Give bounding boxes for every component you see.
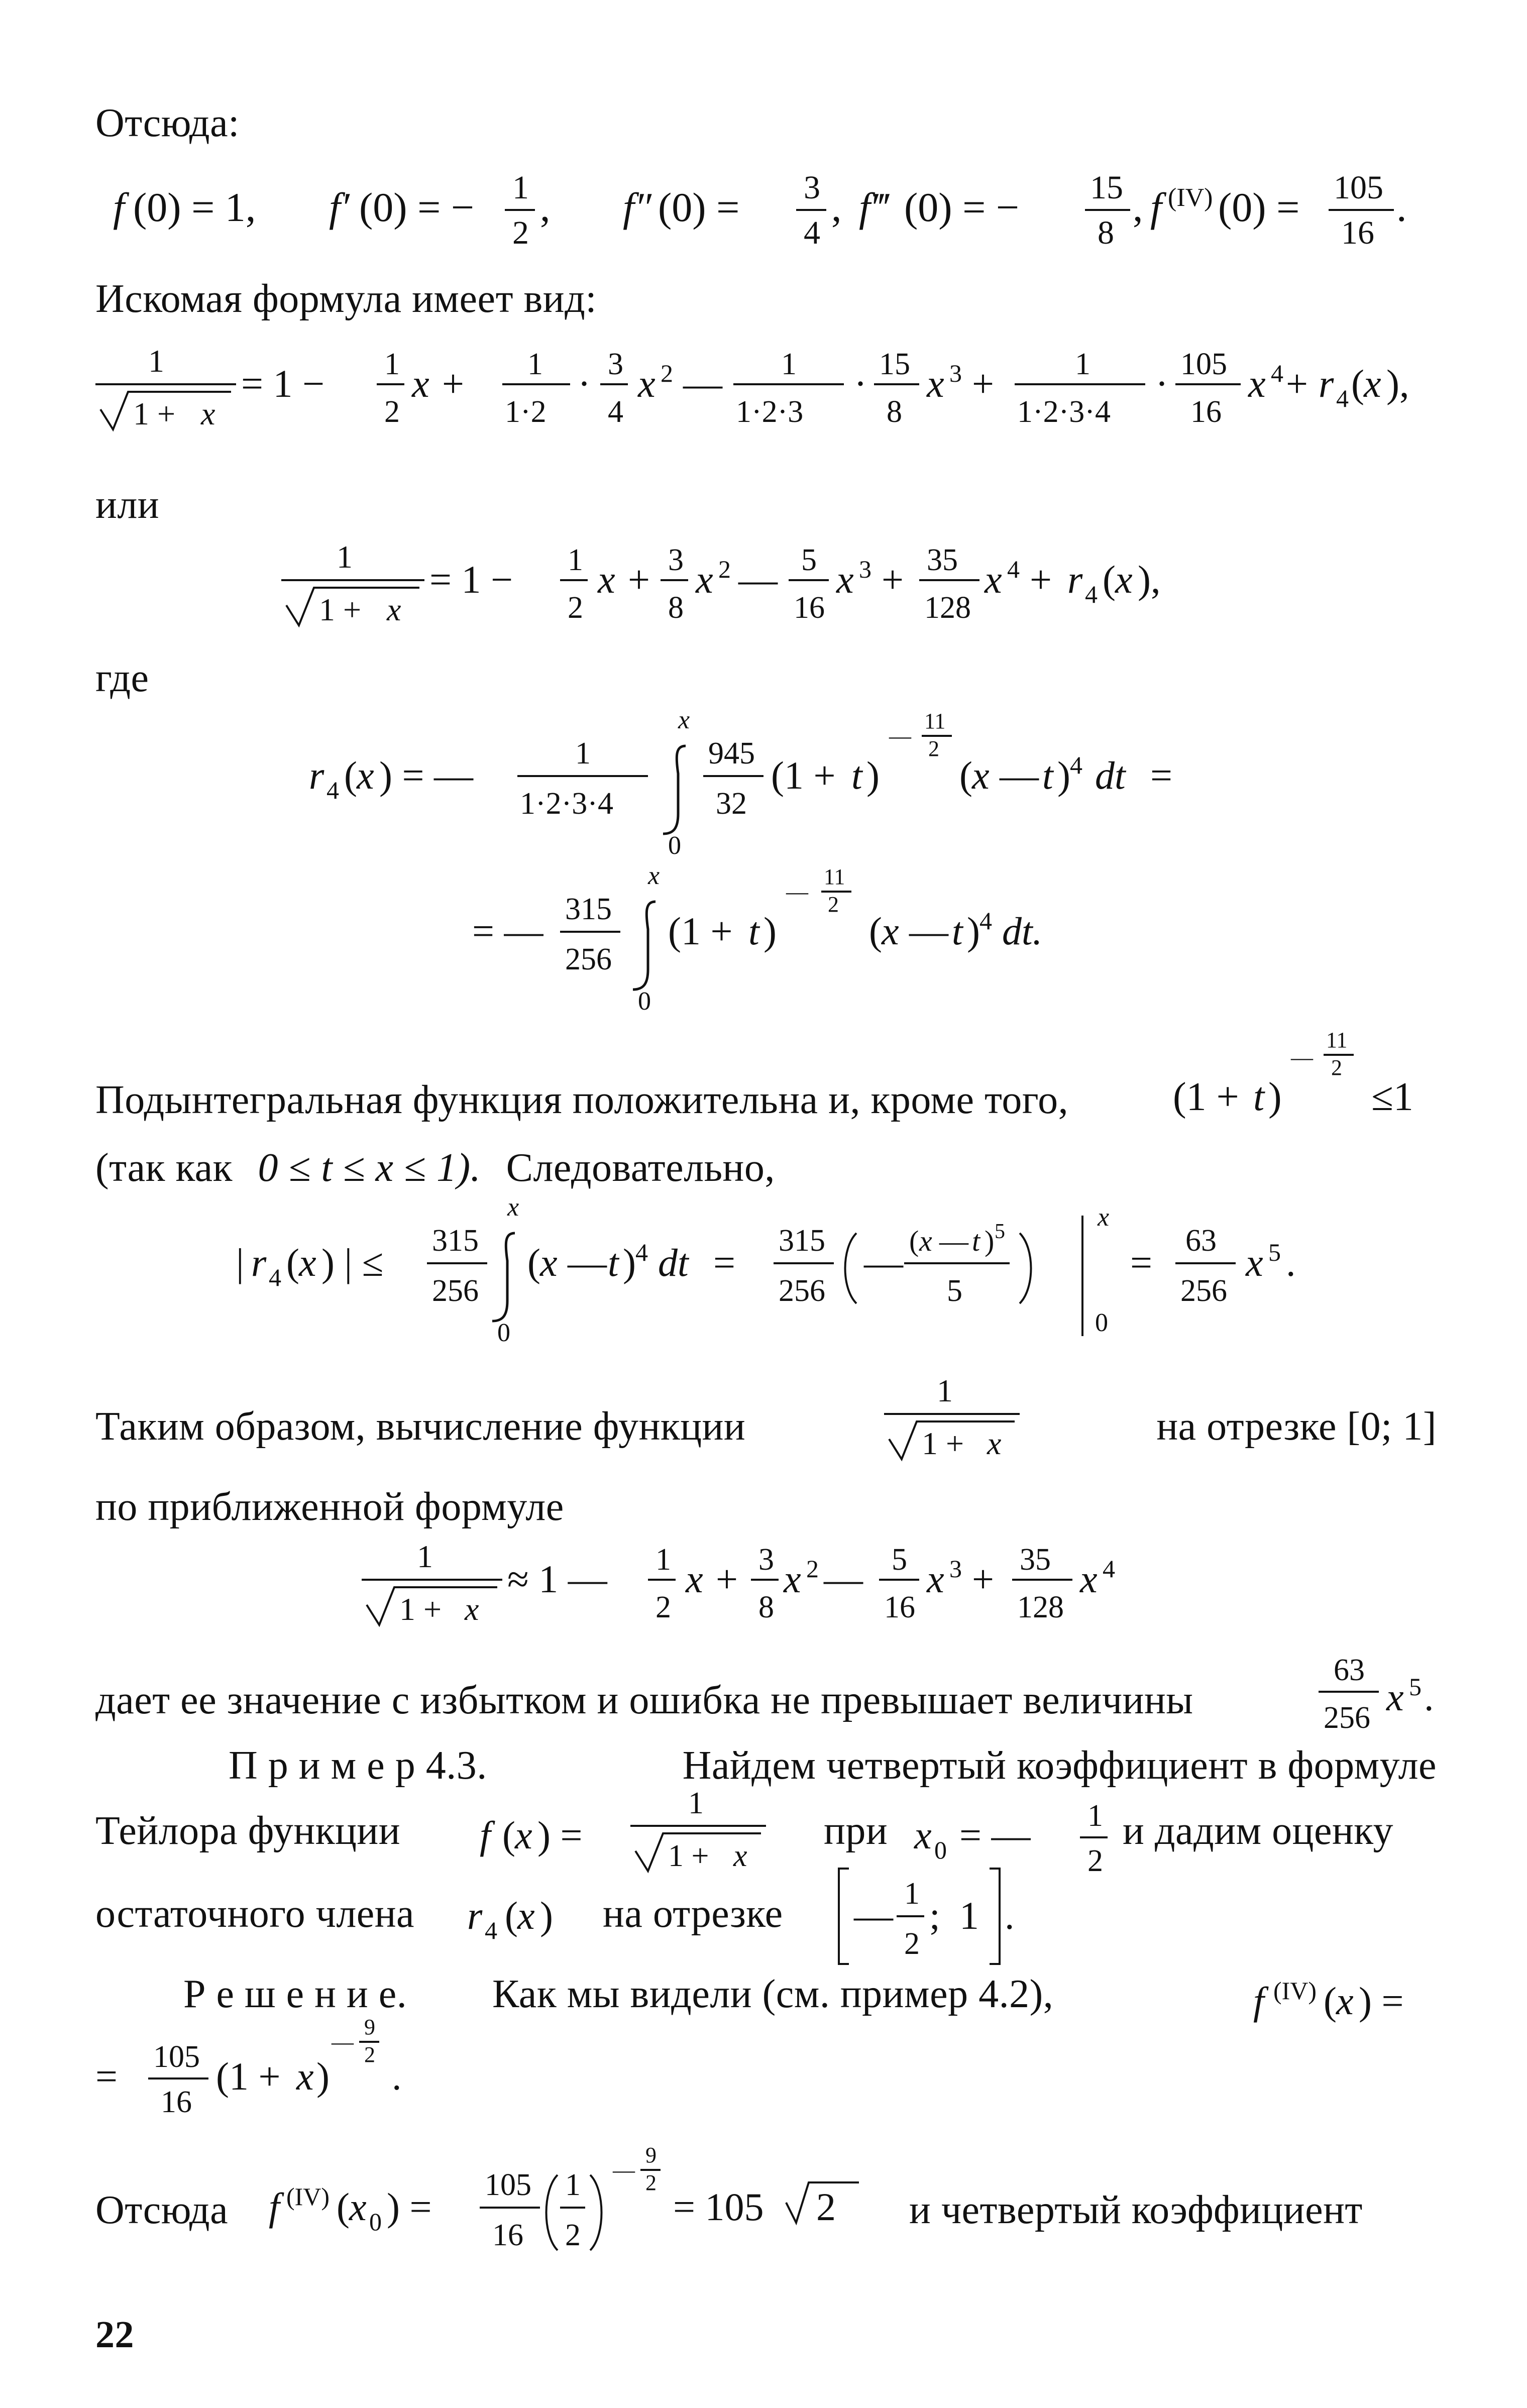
svg-text:),: ), bbox=[1386, 362, 1409, 405]
svg-text:x: x bbox=[1246, 1241, 1263, 1284]
svg-text:,: , bbox=[540, 184, 551, 230]
svg-text:11: 11 bbox=[924, 709, 946, 733]
svg-text:(: ( bbox=[505, 1894, 518, 1937]
svg-text:): ) bbox=[985, 1225, 995, 1257]
text-iskomaya: Искомая формула имеет вид: bbox=[95, 277, 597, 321]
svg-text:1: 1 bbox=[512, 169, 529, 206]
svg-text:—: — bbox=[824, 1557, 863, 1601]
svg-text:1: 1 bbox=[527, 347, 543, 381]
svg-text:2: 2 bbox=[718, 555, 731, 583]
svg-text:x: x bbox=[465, 1591, 479, 1627]
svg-text:=: = bbox=[713, 1241, 735, 1284]
svg-text:),: ), bbox=[1138, 558, 1161, 601]
svg-text:1·2: 1·2 bbox=[505, 395, 547, 429]
svg-text:=: = bbox=[1130, 1241, 1152, 1284]
text-primer-2b: при bbox=[824, 1809, 888, 1853]
svg-text:—: — bbox=[1291, 1045, 1313, 1070]
svg-text:x: x bbox=[784, 1557, 801, 1601]
svg-text:·: · bbox=[854, 362, 867, 405]
svg-text:315: 315 bbox=[565, 892, 612, 926]
text-ili: или bbox=[95, 483, 160, 527]
svg-text:1: 1 bbox=[688, 1786, 704, 1820]
svg-text:63: 63 bbox=[1334, 1653, 1365, 1687]
svg-text:1: 1 bbox=[565, 2168, 581, 2202]
svg-text:): ) bbox=[623, 1241, 636, 1284]
text-takim-1b: на отрезке [0; 1] bbox=[1156, 1404, 1437, 1449]
svg-text:x: x bbox=[927, 1557, 944, 1601]
svg-text:16: 16 bbox=[884, 1590, 915, 1624]
svg-text:2: 2 bbox=[816, 2185, 836, 2229]
svg-text:(0) = −: (0) = − bbox=[904, 184, 1020, 230]
svg-text:t: t bbox=[952, 909, 963, 953]
svg-text:256: 256 bbox=[779, 1274, 825, 1308]
svg-text:1·2·3·4: 1·2·3·4 bbox=[520, 787, 613, 821]
svg-text:(1 +: (1 + bbox=[216, 2054, 281, 2098]
svg-text:t: t bbox=[748, 909, 759, 953]
svg-text:1: 1 bbox=[904, 1877, 920, 1911]
svg-text:x: x bbox=[357, 753, 374, 797]
svg-text:x: x bbox=[412, 362, 429, 405]
svg-text:) = —: ) = — bbox=[379, 753, 473, 797]
text-primer-2c: и дадим оценку bbox=[1123, 1809, 1394, 1853]
svg-text:2: 2 bbox=[512, 214, 529, 251]
formula-approx bbox=[0, 1537, 1527, 1648]
svg-text:x: x bbox=[638, 362, 656, 405]
svg-text:3: 3 bbox=[608, 347, 623, 381]
svg-text:4: 4 bbox=[1103, 1555, 1115, 1583]
svg-text:x: x bbox=[733, 1839, 747, 1873]
svg-text:): ) bbox=[1268, 1075, 1282, 1119]
svg-text:1 +: 1 + bbox=[133, 396, 176, 431]
svg-text:2: 2 bbox=[364, 2042, 375, 2067]
svg-text:x: x bbox=[1098, 1203, 1110, 1232]
svg-text:2: 2 bbox=[384, 395, 400, 429]
svg-text:0: 0 bbox=[497, 1319, 510, 1347]
svg-text:4: 4 bbox=[1007, 555, 1020, 583]
text-reshenie-1a: Р е ш е н и е. bbox=[183, 1972, 407, 2016]
svg-text:9: 9 bbox=[364, 2015, 375, 2039]
text-otsyuda-2a: Отсюда bbox=[95, 2188, 229, 2232]
svg-text:—: — bbox=[939, 1225, 968, 1257]
svg-text:—: — bbox=[1000, 753, 1039, 797]
svg-text:11: 11 bbox=[1326, 1028, 1348, 1052]
svg-text:1: 1 bbox=[337, 539, 353, 575]
svg-text:(: ( bbox=[502, 1813, 515, 1857]
svg-text:f′: f′ bbox=[329, 184, 350, 230]
svg-text:2: 2 bbox=[1331, 1055, 1342, 1080]
svg-text:15: 15 bbox=[1090, 169, 1123, 206]
svg-text:+: + bbox=[442, 362, 464, 405]
text-otsyuda: Отсюда: bbox=[95, 101, 240, 145]
svg-text:1: 1 bbox=[148, 343, 164, 379]
svg-text:+: + bbox=[972, 362, 994, 405]
svg-text:—: — bbox=[568, 1241, 607, 1284]
svg-text:(: ( bbox=[344, 753, 357, 797]
svg-text:= —: = — bbox=[959, 1813, 1031, 1857]
svg-text:3: 3 bbox=[859, 555, 871, 583]
svg-text:105: 105 bbox=[1334, 169, 1383, 206]
svg-text:315: 315 bbox=[432, 1224, 479, 1258]
svg-text:(1 +: (1 + bbox=[1173, 1075, 1239, 1119]
svg-text:x: x bbox=[598, 558, 615, 601]
svg-text:t: t bbox=[972, 1225, 980, 1257]
svg-text:8: 8 bbox=[887, 395, 902, 429]
svg-text:—: — bbox=[786, 880, 808, 904]
svg-text:x: x bbox=[987, 1426, 1002, 1461]
text-takim-2: по приближенной формуле bbox=[95, 1485, 564, 1529]
svg-text:x: x bbox=[648, 861, 660, 890]
formula-derivatives bbox=[0, 151, 1527, 271]
svg-text:1 +: 1 + bbox=[399, 1591, 442, 1627]
svg-text:t: t bbox=[1042, 753, 1053, 797]
svg-text:x: x bbox=[927, 362, 944, 405]
svg-text:x: x bbox=[515, 1813, 532, 1857]
svg-text:.: . bbox=[392, 2054, 402, 2098]
svg-text:(0) = 1,: (0) = 1, bbox=[133, 184, 256, 230]
svg-text:105: 105 bbox=[1180, 347, 1227, 381]
text-podint-2-end: Следовательно, bbox=[506, 1146, 775, 1190]
svg-text:x: x bbox=[1080, 1557, 1098, 1601]
svg-text:x: x bbox=[349, 2185, 367, 2229]
svg-text:r: r bbox=[1067, 558, 1083, 601]
svg-text:945: 945 bbox=[708, 736, 755, 771]
text-primer-3b: на отрезке bbox=[603, 1892, 783, 1936]
svg-text:(IV): (IV) bbox=[286, 2182, 330, 2211]
svg-text:x: x bbox=[1386, 1675, 1404, 1719]
svg-text:x: x bbox=[882, 909, 899, 953]
svg-text:1: 1 bbox=[1075, 347, 1090, 381]
svg-text:): ) bbox=[967, 909, 980, 953]
formula-error-bound bbox=[0, 1653, 1527, 1753]
svg-text:3: 3 bbox=[949, 1555, 962, 1583]
svg-text:16: 16 bbox=[1190, 395, 1222, 429]
text-gde: где bbox=[95, 656, 149, 700]
svg-text:315: 315 bbox=[779, 1224, 825, 1258]
svg-text:(0) = −: (0) = − bbox=[359, 184, 475, 230]
svg-text:r: r bbox=[467, 1894, 483, 1937]
svg-text:t: t bbox=[1253, 1075, 1265, 1119]
svg-text:(: ( bbox=[909, 1225, 919, 1257]
svg-text:—: — bbox=[854, 1894, 893, 1937]
svg-text:x: x bbox=[299, 1241, 316, 1284]
svg-text:5: 5 bbox=[892, 1543, 907, 1577]
svg-text:256: 256 bbox=[565, 942, 612, 976]
svg-text:): ) bbox=[764, 909, 777, 953]
svg-text:f″: f″ bbox=[623, 184, 651, 230]
svg-text:35: 35 bbox=[1020, 1543, 1051, 1577]
formula-podint-inline bbox=[0, 1025, 1527, 1125]
svg-text:4: 4 bbox=[269, 1263, 281, 1291]
page-number: 22 bbox=[95, 2314, 134, 2356]
svg-text:r: r bbox=[309, 753, 324, 797]
svg-text:f: f bbox=[113, 184, 125, 230]
svg-text:= —: = — bbox=[472, 909, 543, 953]
svg-text:16: 16 bbox=[492, 2218, 523, 2252]
svg-text:4: 4 bbox=[1336, 384, 1349, 412]
svg-text:(IV): (IV) bbox=[1273, 1977, 1317, 2005]
text-primer-2a: Тейлора функции bbox=[95, 1809, 401, 1853]
svg-text:—: — bbox=[613, 2158, 635, 2182]
svg-text:): ) bbox=[316, 2054, 330, 2098]
svg-text:1: 1 bbox=[937, 1373, 953, 1408]
svg-text:0: 0 bbox=[1095, 1308, 1108, 1337]
svg-text:4: 4 bbox=[979, 907, 992, 935]
svg-text:1·2·3·4: 1·2·3·4 bbox=[1017, 395, 1111, 429]
svg-text:—: — bbox=[332, 2030, 354, 2054]
svg-text:15: 15 bbox=[879, 347, 910, 381]
svg-text:63: 63 bbox=[1185, 1224, 1217, 1258]
svg-text:+: + bbox=[1286, 362, 1308, 405]
svg-text:f: f bbox=[1150, 184, 1162, 230]
text-podint-2 bbox=[95, 1148, 775, 1188]
formula-taylor-simple bbox=[0, 537, 1527, 648]
svg-text:;: ; bbox=[929, 1894, 940, 1937]
svg-text:1: 1 bbox=[568, 543, 583, 577]
svg-text:5: 5 bbox=[995, 1220, 1005, 1243]
formula-taylor-full bbox=[0, 342, 1527, 452]
svg-text:11: 11 bbox=[824, 864, 845, 889]
svg-text:3: 3 bbox=[668, 543, 684, 577]
svg-text:105: 105 bbox=[153, 2040, 200, 2074]
svg-text:x: x bbox=[517, 1894, 535, 1937]
svg-text:2: 2 bbox=[904, 1927, 920, 1961]
formula-estimate bbox=[0, 1195, 1527, 1346]
svg-text:35: 35 bbox=[927, 543, 958, 577]
text-podint-1-cond: ≤1 bbox=[1371, 1075, 1413, 1119]
svg-text:x: x bbox=[972, 753, 990, 797]
svg-text:x: x bbox=[914, 1813, 932, 1857]
svg-text:= 105: = 105 bbox=[673, 2185, 764, 2229]
svg-text:0: 0 bbox=[369, 2208, 382, 2236]
svg-text:= 1 −: = 1 − bbox=[241, 362, 324, 405]
svg-text:2: 2 bbox=[828, 892, 839, 917]
svg-text:x: x bbox=[507, 1193, 519, 1222]
svg-text:2: 2 bbox=[645, 2170, 657, 2195]
svg-text:+: + bbox=[716, 1557, 738, 1601]
svg-text:=: = bbox=[95, 2054, 118, 2098]
svg-text:(: ( bbox=[286, 1241, 299, 1284]
svg-text:4: 4 bbox=[804, 214, 820, 251]
text-daet: дает ее значение с избытком и ошибка не превышает величины bbox=[95, 1678, 1193, 1722]
svg-text:1 +: 1 + bbox=[922, 1426, 964, 1461]
svg-text:2: 2 bbox=[661, 359, 673, 387]
svg-text:) =: ) = bbox=[537, 1813, 583, 1857]
svg-text:8: 8 bbox=[758, 1590, 774, 1624]
svg-text:(: ( bbox=[869, 909, 882, 953]
svg-text:256: 256 bbox=[432, 1274, 479, 1308]
svg-text:+: + bbox=[1030, 558, 1052, 601]
svg-text:) | ≤: ) | ≤ bbox=[321, 1241, 384, 1284]
svg-text:r: r bbox=[1319, 362, 1334, 405]
svg-text:0: 0 bbox=[934, 1836, 947, 1864]
svg-text:+: + bbox=[972, 1557, 994, 1601]
svg-text:4: 4 bbox=[326, 776, 339, 804]
svg-text:2: 2 bbox=[568, 591, 583, 625]
svg-text:r: r bbox=[251, 1241, 267, 1284]
svg-text:,: , bbox=[831, 184, 842, 230]
svg-text:2: 2 bbox=[656, 1590, 671, 1624]
svg-text:=: = bbox=[1150, 753, 1172, 797]
svg-text:(1 +: (1 + bbox=[771, 753, 836, 797]
svg-text:1: 1 bbox=[384, 347, 400, 381]
svg-text:(: ( bbox=[337, 2185, 350, 2229]
svg-text:x: x bbox=[985, 558, 1002, 601]
svg-text:2: 2 bbox=[565, 2218, 581, 2252]
svg-text:dt.: dt. bbox=[1002, 909, 1043, 953]
svg-text:x: x bbox=[1364, 362, 1381, 405]
svg-text:dt: dt bbox=[658, 1241, 689, 1284]
svg-text:= 1 −: = 1 − bbox=[429, 558, 513, 601]
svg-text:16: 16 bbox=[1341, 214, 1374, 251]
svg-text:): ) bbox=[866, 753, 880, 797]
svg-text:128: 128 bbox=[924, 591, 971, 625]
svg-text:1: 1 bbox=[959, 1894, 979, 1937]
text-takim-1a: Таким образом, вычисление функции bbox=[95, 1404, 746, 1449]
formula-derivatives-glyphs bbox=[113, 169, 1407, 251]
svg-text:1: 1 bbox=[575, 736, 591, 771]
svg-text:f‴: f‴ bbox=[859, 184, 888, 230]
svg-text:(: ( bbox=[1324, 1979, 1337, 2023]
svg-text:(0) =: (0) = bbox=[1218, 184, 1300, 230]
svg-text:x: x bbox=[201, 396, 215, 431]
svg-text:5: 5 bbox=[1409, 1673, 1422, 1701]
svg-text:x: x bbox=[1115, 558, 1133, 601]
svg-text:4: 4 bbox=[635, 1238, 648, 1266]
svg-text:9: 9 bbox=[645, 2143, 657, 2167]
svg-text:4: 4 bbox=[608, 395, 623, 429]
svg-text:.: . bbox=[1286, 1241, 1296, 1284]
svg-text:256: 256 bbox=[1180, 1274, 1227, 1308]
text-primer-1a: П р и м е р 4.3. bbox=[229, 1743, 487, 1788]
svg-text:1·2·3: 1·2·3 bbox=[736, 395, 804, 429]
svg-text:): ) bbox=[1057, 753, 1070, 797]
svg-text:16: 16 bbox=[794, 591, 825, 625]
text-podint-1-main: Подынтегральная функция положительна и, кроме того, bbox=[95, 1078, 1069, 1122]
svg-text:—: — bbox=[864, 1241, 903, 1284]
svg-text:256: 256 bbox=[1324, 1701, 1370, 1735]
svg-text:x: x bbox=[540, 1241, 558, 1284]
svg-text:t: t bbox=[608, 1241, 619, 1284]
svg-text:2: 2 bbox=[928, 736, 939, 761]
svg-text:1: 1 bbox=[781, 347, 797, 381]
svg-text:2: 2 bbox=[1087, 1844, 1103, 1878]
svg-text:—: — bbox=[683, 362, 722, 405]
svg-text:x: x bbox=[1248, 362, 1266, 405]
svg-text:x: x bbox=[836, 558, 854, 601]
svg-text:(: ( bbox=[1351, 362, 1364, 405]
text-reshenie-1b: Как мы видели (см. пример 4.2), bbox=[492, 1972, 1054, 2016]
svg-text:.: . bbox=[1005, 1894, 1015, 1937]
svg-text:4: 4 bbox=[1085, 580, 1098, 608]
svg-text:+: + bbox=[882, 558, 904, 601]
text-podint-2-start: (так как bbox=[95, 1146, 233, 1190]
formula-remainder-1 bbox=[0, 708, 1527, 859]
svg-text:3: 3 bbox=[804, 169, 820, 206]
svg-text:5: 5 bbox=[801, 543, 817, 577]
svg-text:f: f bbox=[1253, 1979, 1264, 2023]
svg-text:105: 105 bbox=[485, 2168, 531, 2202]
svg-text:|: | bbox=[236, 1241, 244, 1284]
svg-text:16: 16 bbox=[161, 2085, 192, 2119]
svg-text:) =: ) = bbox=[1359, 1979, 1404, 2023]
svg-text:3: 3 bbox=[949, 359, 962, 387]
svg-text:1 +: 1 + bbox=[319, 592, 362, 627]
formula-reshenie-f4-value bbox=[0, 2015, 1527, 2135]
svg-text:1 +: 1 + bbox=[668, 1839, 709, 1873]
svg-text:(IV): (IV) bbox=[1168, 183, 1213, 212]
svg-text:f: f bbox=[269, 2185, 280, 2229]
svg-text:.: . bbox=[1424, 1675, 1434, 1719]
svg-text:,: , bbox=[1133, 184, 1143, 230]
svg-text:—: — bbox=[909, 909, 948, 953]
svg-text:dt: dt bbox=[1095, 753, 1126, 797]
svg-text:128: 128 bbox=[1017, 1590, 1064, 1624]
svg-text:(1 +: (1 + bbox=[668, 909, 733, 953]
svg-text:x: x bbox=[296, 2054, 314, 2098]
svg-text:x: x bbox=[387, 592, 401, 627]
formula-remainder-2 bbox=[0, 861, 1527, 1016]
svg-text:4: 4 bbox=[485, 1916, 497, 1944]
svg-text:3: 3 bbox=[758, 1543, 774, 1577]
svg-text:f: f bbox=[480, 1813, 491, 1857]
svg-text:·: · bbox=[1155, 362, 1168, 405]
svg-text:(: ( bbox=[527, 1241, 540, 1284]
svg-text:(: ( bbox=[1103, 558, 1116, 601]
svg-text:1: 1 bbox=[656, 1543, 671, 1577]
svg-text:x: x bbox=[919, 1225, 932, 1257]
svg-text:5: 5 bbox=[1268, 1238, 1281, 1266]
svg-text:4: 4 bbox=[1271, 359, 1283, 387]
svg-text:x: x bbox=[1336, 1979, 1354, 2023]
svg-text:x: x bbox=[696, 558, 713, 601]
svg-text:(0) =: (0) = bbox=[658, 184, 740, 230]
svg-text:32: 32 bbox=[716, 787, 747, 821]
text-primer-1b: Найдем четвертый коэффициент в формуле bbox=[682, 1743, 1437, 1788]
svg-text:8: 8 bbox=[668, 591, 684, 625]
svg-text:+: + bbox=[628, 558, 650, 601]
svg-text:0: 0 bbox=[638, 987, 651, 1016]
text-primer-3: остаточного члена bbox=[95, 1892, 415, 1936]
svg-text:·: · bbox=[578, 362, 591, 405]
svg-text:0: 0 bbox=[668, 831, 681, 860]
svg-text:8: 8 bbox=[1098, 214, 1114, 251]
svg-text:5: 5 bbox=[947, 1274, 962, 1308]
svg-text:2: 2 bbox=[806, 1555, 819, 1583]
svg-text:x: x bbox=[678, 706, 690, 734]
svg-text:1: 1 bbox=[417, 1539, 433, 1574]
text-otsyuda-2b: и четвертый коэффициент bbox=[909, 2188, 1363, 2232]
svg-text:.: . bbox=[1396, 184, 1407, 230]
svg-text:1: 1 bbox=[1087, 1799, 1103, 1833]
svg-text:(: ( bbox=[959, 753, 972, 797]
svg-text:—: — bbox=[889, 724, 911, 748]
svg-text:—: — bbox=[738, 558, 778, 601]
svg-text:t: t bbox=[851, 753, 862, 797]
formula-takim-fraction bbox=[0, 1366, 1527, 1477]
svg-text:) =: ) = bbox=[387, 2185, 432, 2229]
svg-text:≈ 1 —: ≈ 1 — bbox=[507, 1557, 607, 1601]
svg-text:): ) bbox=[540, 1894, 553, 1937]
text-podint-2-cond: 0 ≤ t ≤ x ≤ 1). bbox=[258, 1146, 481, 1190]
svg-text:4: 4 bbox=[1070, 751, 1082, 779]
svg-text:x: x bbox=[686, 1557, 703, 1601]
